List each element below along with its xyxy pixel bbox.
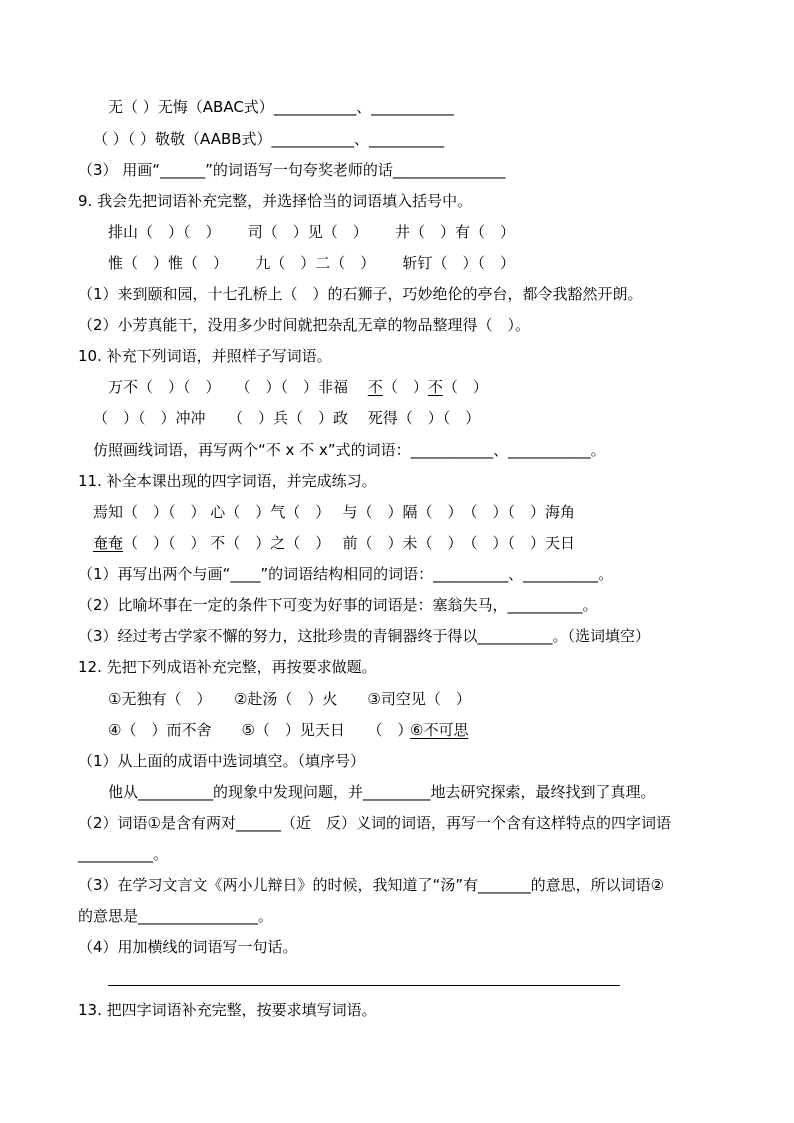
q12-part2: （2）词语①是含有两对______（近 反）义词的词语，再写一个含有这样特点的四字词语	[78, 814, 671, 832]
q12-part4: （4）用加横线的词语写一句话。	[78, 938, 298, 956]
q10-row1: 万不（ ）（ ） （ ）（ ）非福 不（ ）不（ ）	[108, 378, 488, 396]
q13-title: 13. 把四字词语补充完整，按要求填写词语。	[78, 1001, 377, 1019]
q11-part1: （1）再写出两个与画“____”的词语结构相同的词语：__________、__________。	[78, 565, 614, 583]
q9-row1: 排山（ ）（ ） 司（ ）见（ ） 井（ ）有（ ）	[108, 223, 516, 241]
q11-row2	[93, 533, 575, 553]
q11-row2-text: （ ）（ ） 不（ ）之（ ） 前（ ）未（ ） （ ）（ ）天日	[123, 534, 576, 552]
q12-row2-text: ④（ ）而不舍 ⑤（ ）见天日 （ ）	[108, 721, 413, 739]
q8-part3: （3） 用画“______”的词语写一句夸奖老师的话_______________	[78, 161, 506, 179]
q9-part1: （1）来到颐和园，十七孔桥上（ ）的石狮子，巧妙绝伦的亭台，都令我豁然开朗。	[78, 285, 643, 303]
q12-part2-blank: __________。	[78, 845, 169, 863]
q11-part2: （2）比喻坏事在一定的条件下可变为好事的词语是：塞翁失马，__________。	[78, 596, 598, 614]
q8-aabb: （ ）（ ）敬敬（AABB式）___________、__________	[93, 130, 445, 148]
underlined-bu-1: 不	[367, 378, 383, 396]
q12-row2	[108, 720, 469, 740]
q12-row1: ①无独有（ ） ②赴汤（ ）火 ③司空见（ ）	[108, 690, 471, 708]
q10-row1-text: 万不（ ）（ ） （ ）（ ）非福	[108, 378, 349, 396]
q11-title: 11. 补全本课出现的四字词语，并完成练习。	[78, 472, 377, 490]
q10-imitate: 仿照画线词语，再写两个“不 x 不 x”式的词语：___________、___________。	[93, 441, 606, 459]
q11-row1: 焉知（ ）（ ） 心（ ）气（ ） 与（ ）隔（ ） （ ）（ ）海角	[93, 503, 576, 521]
q12-part1: （1）从上面的成语中选词填空。（填序号）	[78, 752, 366, 770]
q10-title: 10. 补充下列词语，并照样子写词语。	[78, 347, 332, 365]
underlined-bu-2: 不	[427, 378, 443, 396]
q12-part1-sentence: 他从__________的现象中发现问题，并_________地去研究探索，最终找到了真理。	[108, 783, 656, 801]
q10-row2: （ ）（ ）冲冲 （ ）兵（ ）政 死得（ ）（ ）	[93, 409, 481, 427]
answer-line	[108, 985, 620, 986]
q12-part3: （3）在学习文言文《两小儿辩日》的时候，我知道了“汤”有_______的意思，所以词语②	[78, 876, 665, 894]
q12-title: 12. 先把下列成语补充完整，再按要求做题。	[78, 658, 377, 676]
underlined-bukesi: ⑥不可思	[410, 721, 469, 739]
q8-abac: 无（ ）无悔（ABAC式）___________、___________	[108, 98, 454, 116]
underlined-yanyan: 奄奄	[93, 534, 124, 552]
q11-part3: （3）经过考古学家不懈的努力，这批珍贵的青铜器终于得以__________。（选词填空）	[78, 627, 651, 645]
q9-row2: 惟（ ）惟（ ） 九（ ）二（ ） 斩钉（ ）（ ）	[108, 254, 516, 272]
q9-part2: （2）小芳真能干，没用多少时间就把杂乱无章的物品整理得（ ）。	[78, 316, 531, 334]
q12-part3-cont: 的意思是________________。	[78, 907, 274, 925]
q9-title: 9. 我会先把词语补充完整，并选择恰当的词语填入括号中。	[78, 192, 473, 210]
